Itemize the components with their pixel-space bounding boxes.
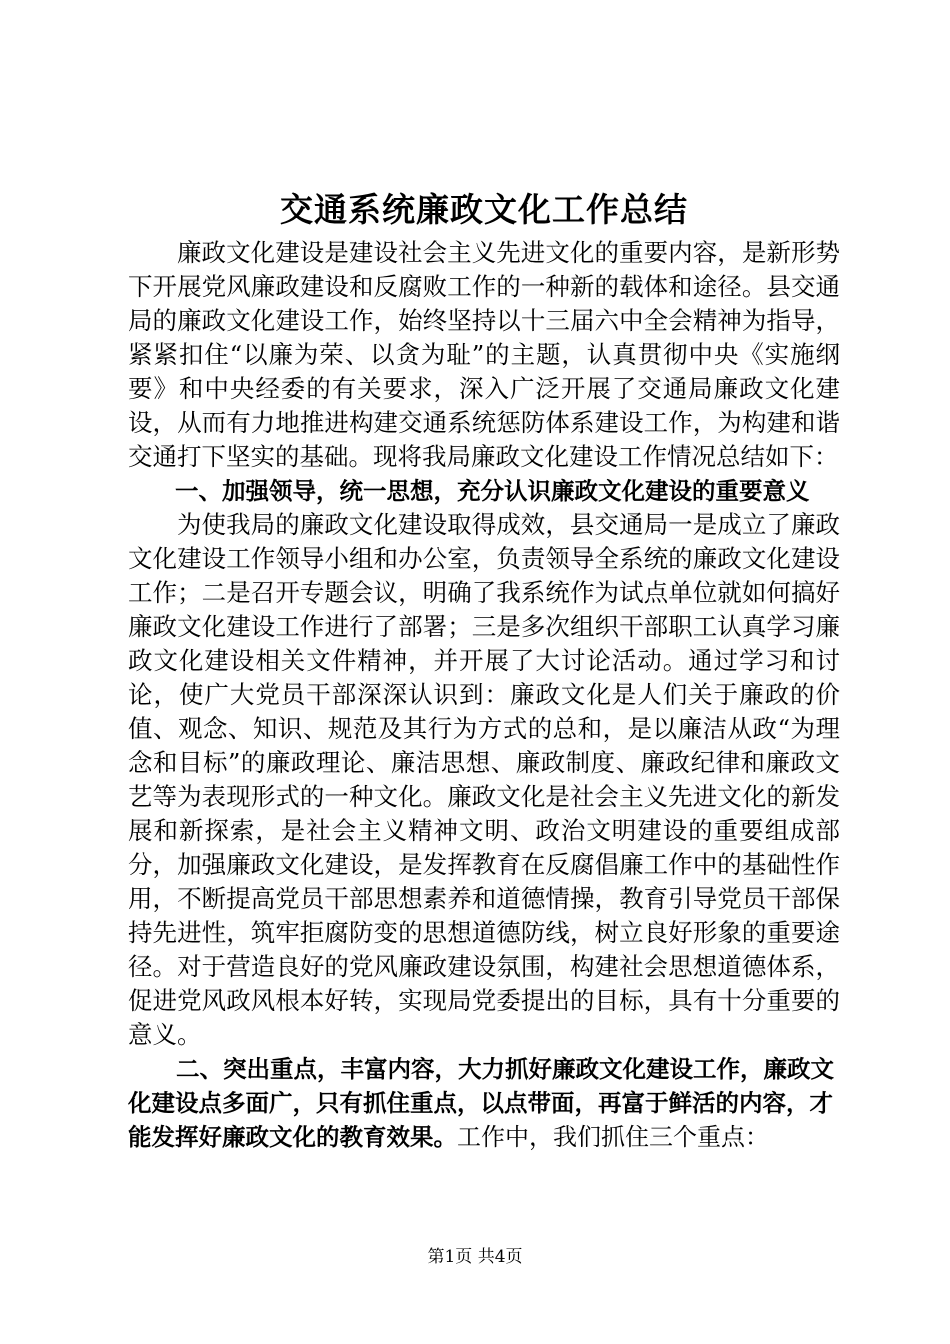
section-2-heading-rest: 工作中，我们抓住三个重点： xyxy=(457,1122,769,1151)
intro-paragraph: 廉政文化建设是建设社会主义先进文化的重要内容，是新形势下开展党风廉政建设和反腐败工作的一种新的载体和途径。县交通局的廉政文化建设工作，始终坚持以十三届六中全会精神为指导，紧紧扣住“以廉为荣、以贪为耻”的主题，认真贯彻中央《实施纲要》和中央经委的有关要求，深入广泛开展了交通局廉政文化建设，从而有力地推进构建交通系统惩防体系建设工作，为构建和谐交通打下坚实的基础。现将我局廉政文化建设工作情况总结如下： xyxy=(128,237,840,471)
document-page xyxy=(128,180,840,1154)
section-2-heading xyxy=(128,1052,840,1154)
page-footer: 第1页 共4页 xyxy=(427,1247,523,1267)
section-1-body: 为使我局的廉政文化建设取得成效，县交通局一是成立了廉政文化建设工作领导小组和办公室，负责领导全系统的廉政文化建设工作；二是召开专题会议，明确了我系统作为试点单位就如何搞好廉政文化建设工作进行了部署；三是多次组织干部职工认真学习廉政文化建设相关文件精神，并开展了大讨论活动。通过学习和讨论，使广大党员干部深深认识到：廉政文化是人们关于廉政的价值、观念、知识、规范及其行为方式的总和，是以廉洁从政“为理念和目标”的廉政理论、廉洁思想、廉政制度、廉政纪律和廉政文艺等为表现形式的一种文化。廉政文化是社会主义先进文化的新发展和新探索，是社会主义精神文明、政治文明建设的重要组成部分，加强廉政文化建设，是发挥教育在反腐倡廉工作中的基础性作用，不断提高党员干部思想素养和道德情操，教育引导党员干部保持先进性，筑牢拒腐防变的思想道德防线，树立良好形象的重要途径。对于营造良好的党风廉政建设氛围，构建社会思想道德体系，促进党风政风根本好转，实现局党委提出的目标，具有十分重要的意义。 xyxy=(128,509,840,1049)
section-1-heading: 一、加强领导，统一思想，充分认识廉政文化建设的重要意义 xyxy=(175,476,810,505)
document-title: 交通系统廉政文化工作总结 xyxy=(280,190,688,229)
section-2-heading-bold: 二、突出重点，丰富内容，大力抓好廉政文化建设工作，廉政文化建设点多面广，只有抓住重点，以点带面，再富于鲜活的内容，才能发挥好廉政文化的教育效果。 xyxy=(128,1054,834,1151)
